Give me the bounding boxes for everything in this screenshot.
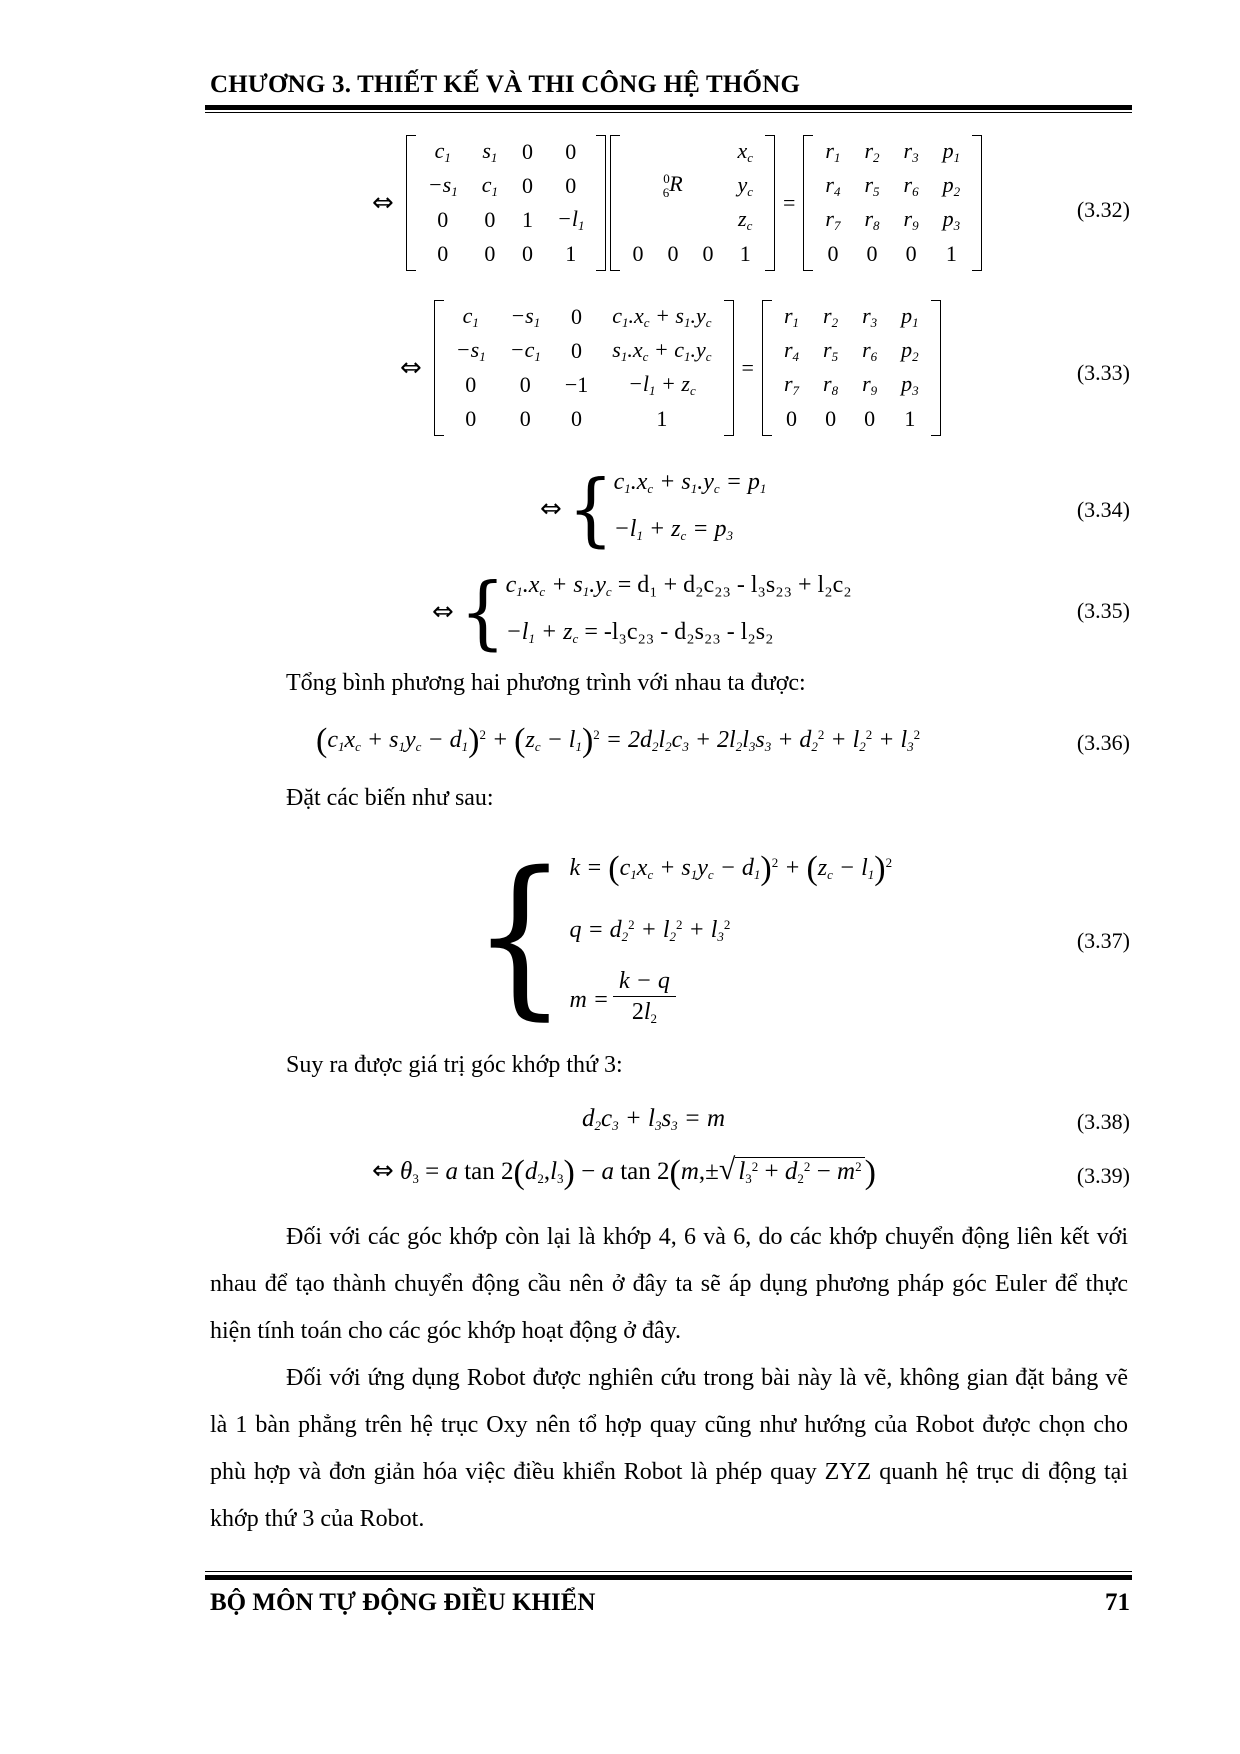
equation-3-38: $d_2c_3 + l_3s_3 = m$ [582,1105,726,1133]
equation-number: (3.37) [1076,928,1130,953]
equation-number: (3.32) [1076,197,1130,222]
equation-3-34: ⇔ { $c_1.x_c + s_1.y_c = p_1$ $-l_1 + z_c = p_3$ [540,462,767,556]
equation-number: (3.35) [1076,598,1130,623]
product-matrix: $c_1$ $-s_1$ 0 $c_1.x_c + s_1.y_c$ $-s_1$ $-c_1$ 0 $s_1.x_c + c_1.y_c$ 0 0 −1 $-l_1 + z_c$ 0 0 0 1 [434,300,734,436]
equation-number: (3.33) [1076,360,1130,385]
equation-number: (3.36) [1076,730,1130,755]
equivalence-arrow-icon: ⇔ [372,1156,394,1186]
equation-number: (3.39) [1076,1163,1130,1188]
paragraph-text: Đối với các góc khớp còn lại là khớp 4, 6 và 6, do các khớp chuyển động liên kết với nhau để tạo thành chuyển động cầu nên ở đây ta sẽ áp dụng phương pháp góc Euler để thực hiện tính toán cho các góc khớp hoạt động ở đây. [210,1224,1128,1344]
equation-3-39: ⇔ $\theta_3 = a$ $\tan 2(d_2,l_3) - a$ tan 2(m,±√ $l_3^2 + d_2^2 - m^2$) [372,1153,876,1191]
equation-number: (3.38) [1076,1109,1130,1134]
header-rule-thick [205,105,1132,110]
paragraph-text: Đối với ứng dụng Robot được nghiên cứu trong bài này là vẽ, không gian đặt bảng vẽ là 1 bàn phẳng trên hệ trục Oxy nên tổ hợp quay cũng như hướng của Robot được chọn cho phù hợp và đơn giản hóa việc điều khiển Robot là phép quay ZYZ quanh hệ trục di động tại khớp thứ 3 của Robot. [210,1365,1128,1532]
footer-department: BỘ MÔN TỰ ĐỘNG ĐIỀU KHIỂN [210,1589,596,1616]
equivalence-arrow-icon: ⇔ [432,597,454,627]
equation-3-37: { $k = (c_1x_c + s_1y_c - d_1)^2 + (z_c - l_1)^2$ $q = d_2^2 + l_2^2 + l_3^2$ m = $\frac{k - q}{2l_2}$ [472,835,893,1037]
eq-3-35-rhs-2: -l₃c₂₃ - d₂s₂₃ - l₂s₂ [603,619,774,645]
equivalence-arrow-icon: ⇔ [372,188,394,218]
target-matrix: $r_1$ $r_2$ $r_3$ $p_1$ $r_4$ $r_5$ $r_6$ $p_2$ $r_7$ $r_8$ $r_9$ $p_3$ 0 0 0 1 [762,300,941,436]
equation-3-33: ⇔ $c_1$ $-s_1$ 0 $c_1.x_c + s_1.y_c$ $-s_1$ $-c_1$ 0 $s_1.x_c + c_1.y_c$ 0 0 −1 $-l_1 + z_c$ 0 0 0 1 = $r_1$ $r_2$ $r_3$ $p_1$ $r_4$ $r_5$ $r_6$ $p_2$ $r_7$ $r_8$ $r_9$ $p_3$ 0 0 0 1 [400,300,941,436]
footer-rule-thick [205,1575,1132,1580]
transform-matrix-06R: $^0_6$R $x_c$ $y_c$ $z_c$ 0 0 0 1 [610,135,775,271]
chapter-title: CHƯƠNG 3. THIẾT KẾ VÀ THI CÔNG HỆ THỐNG [210,71,801,98]
equation-3-36: $(c_1x_c + s_1y_c - d_1)^2 + (z_c - l_1)^2 = 2d_2l_2c_3 + 2l_2l_3s_3 + d_2^2 + l_2^2 + l_3^2$ [316,722,921,759]
equation-3-35: ⇔ { $c_1.x_c + s_1.y_c = d_1 + d_2c_{23} - l_3s_{23} + l_2c_2$ $-l_1 + z_c = -l_3c_{23} - d_2s_{23} - l_2s_2$ [432,565,852,659]
rotation-matrix-1: $c_1$ $s_1$ 0 0 $-s_1$ $c_1$ 0 0 0 0 1 $-l_1$ 0 0 0 1 [406,135,607,271]
page-number: 71 [1105,1589,1130,1616]
text-derive-theta3: Suy ra được giá trị góc khớp thứ 3: [286,1052,623,1078]
text-sum-squares: Tổng bình phương hai phương trình với nhau ta được: [286,670,806,696]
body-paragraph-robot [210,1355,1128,1543]
body-paragraph-euler [210,1214,1128,1355]
equivalence-arrow-icon: ⇔ [540,494,562,524]
eq-3-35-rhs-1: d₁ + d₂c₂₃ - l₃s₂₃ + l₂c₂ [637,572,852,598]
equation-3-32: ⇔ $c_1$ $s_1$ 0 0 $-s_1$ $c_1$ 0 0 0 0 1 $-l_1$ 0 0 0 1 $^0_6$R $x_c$ $y_c$ $z_c$ 0 0 0 1 = $r_1$ $r_2$ $r_3$ $p_1$ $r_4$ $r_5$ $r_6$ $p_2$ $r_7$ $r_8$ $r_9$ $p_3$ 0 0 0 1 [372,135,982,271]
target-matrix: $r_1$ $r_2$ $r_3$ $p_1$ $r_4$ $r_5$ $r_6$ $p_2$ $r_7$ $r_8$ $r_9$ $p_3$ 0 0 0 1 [803,135,982,271]
header-rule-thin [205,112,1132,113]
text-set-variables: Đặt các biến như sau: [286,785,494,811]
equivalence-arrow-icon: ⇔ [400,353,422,383]
equation-number: (3.34) [1076,497,1130,522]
footer-rule-thin [205,1571,1132,1572]
